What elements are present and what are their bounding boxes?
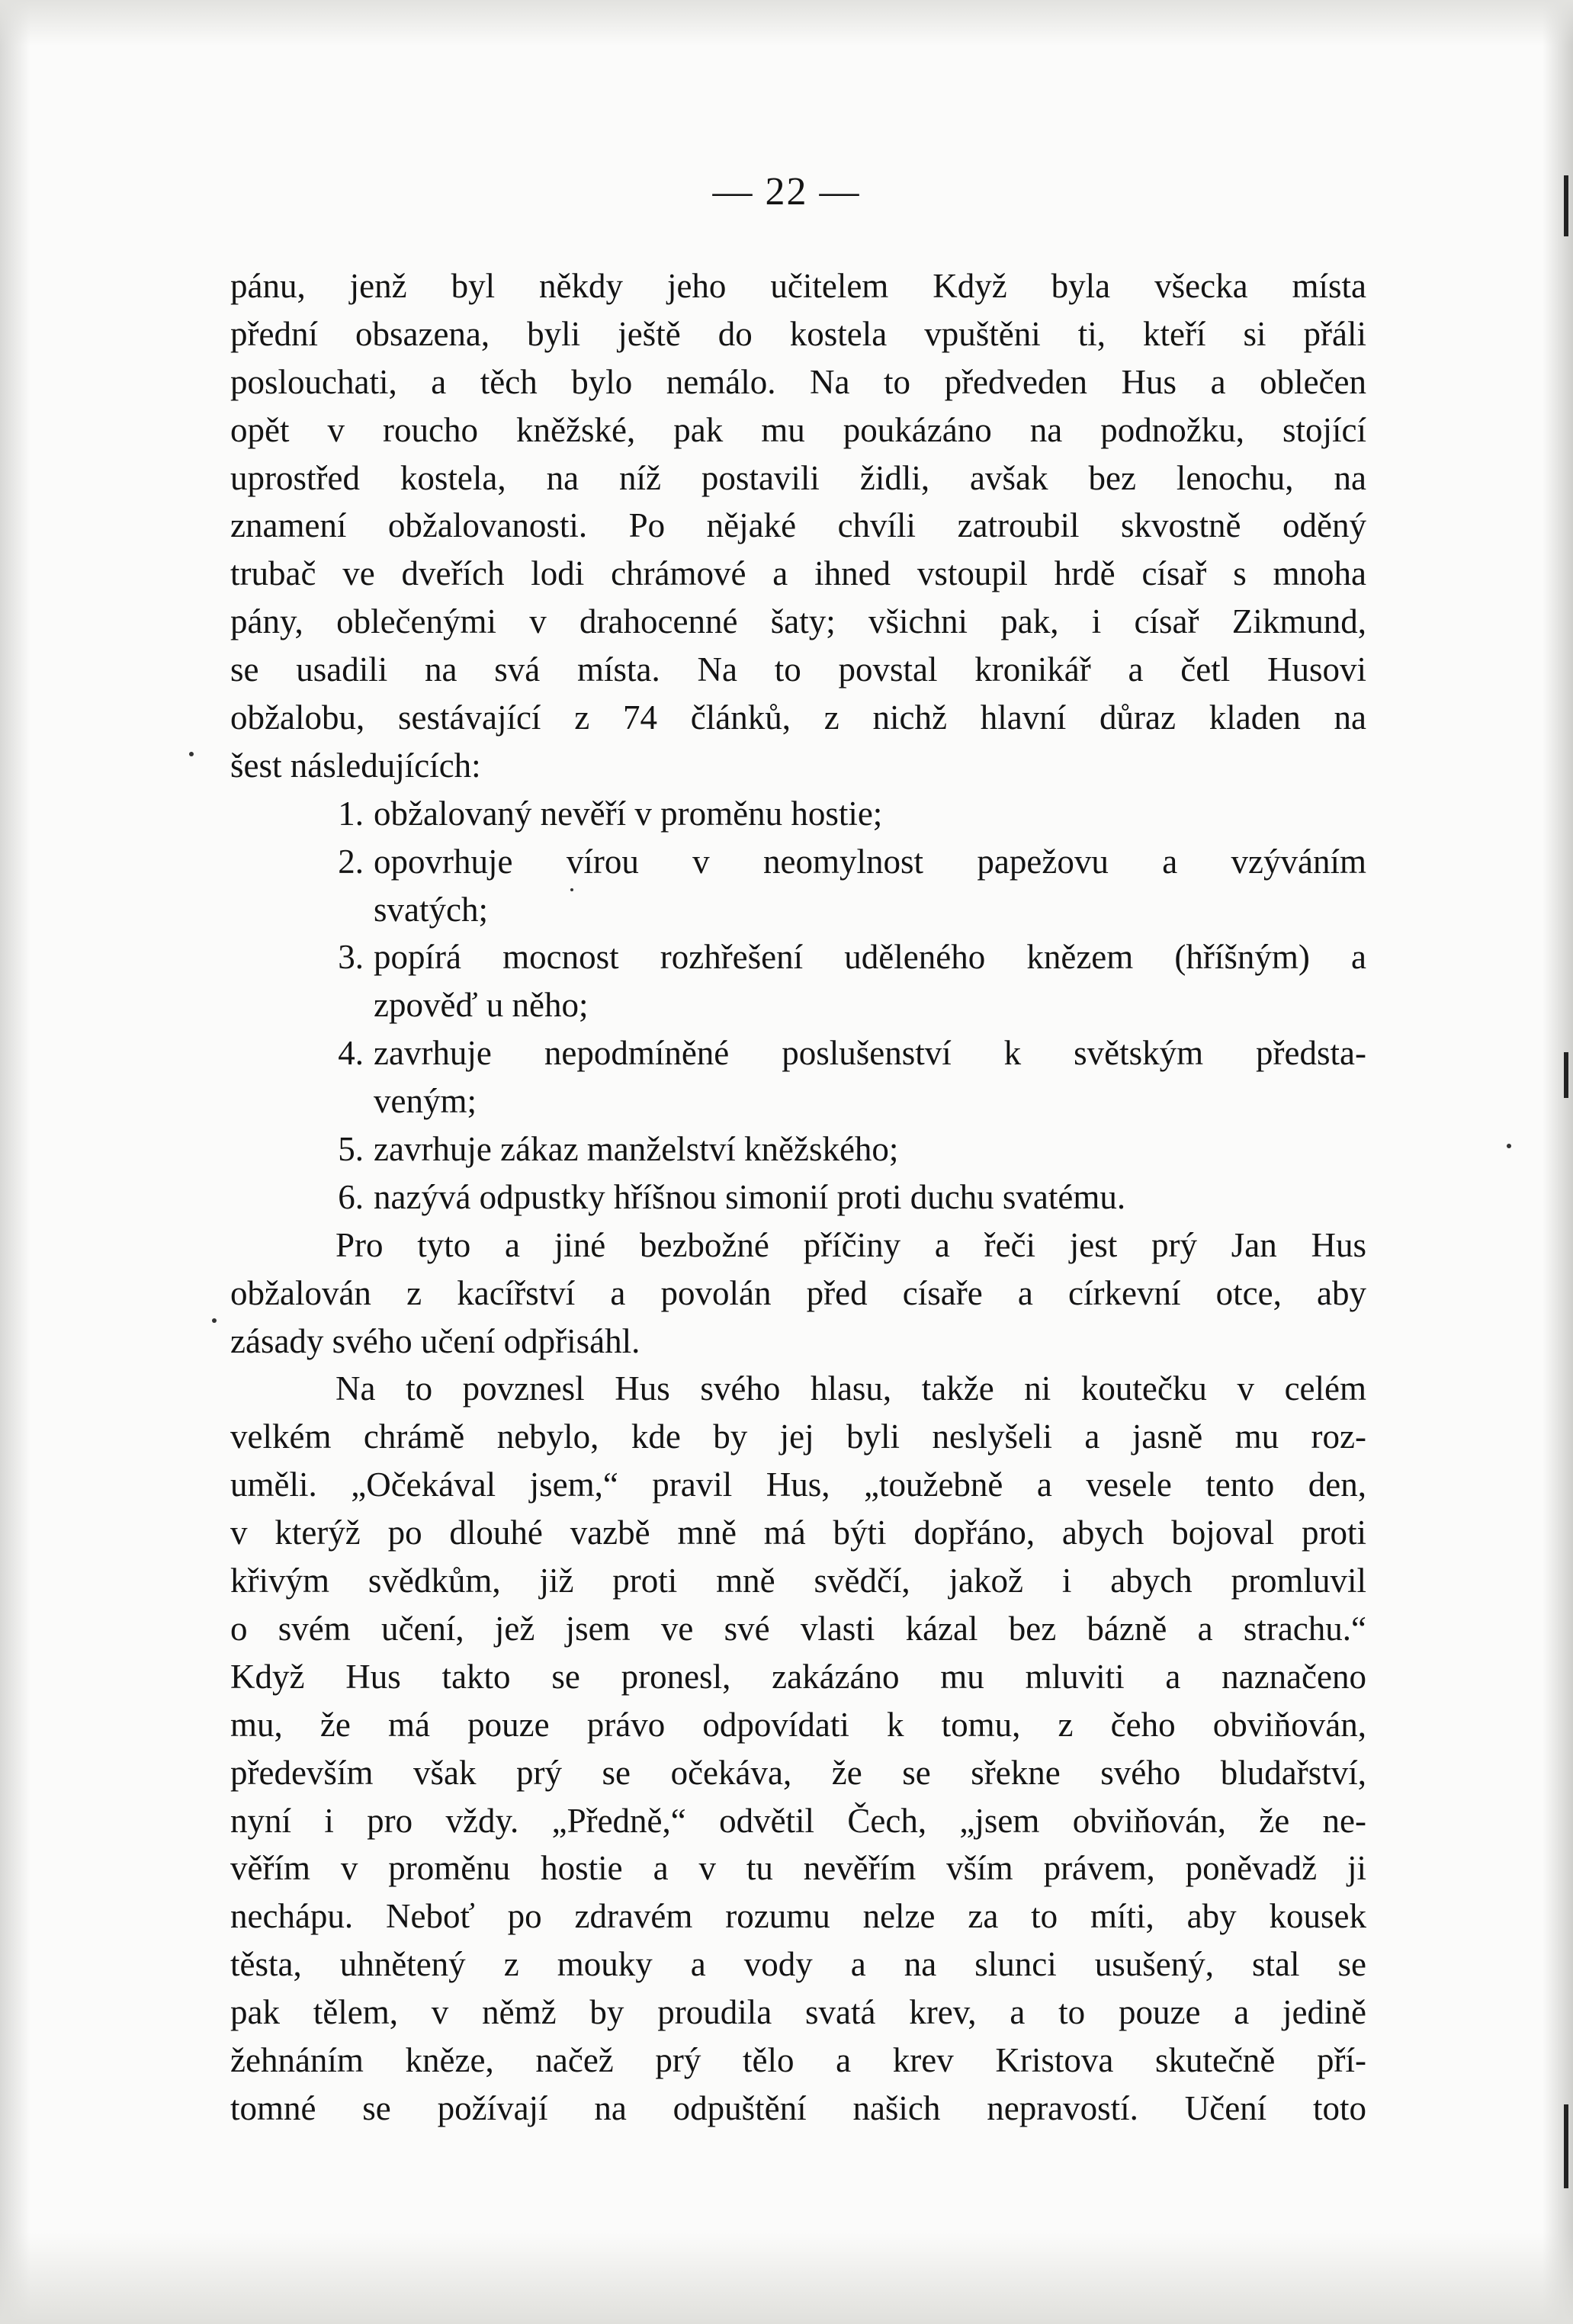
text-line: těsta, uhnětený z mouky a vody a na slunci usušený, stal se [230, 1945, 1366, 1984]
text-line: obžalován z kacířství a povolán před císaře a církevní otce, aby [230, 1273, 1366, 1312]
list-text: nazývá odpustky hříšnou simonií proti duchu svatému. [374, 1177, 1126, 1216]
ink-speck [1507, 1144, 1511, 1148]
page-edge-bottom [0, 2233, 1573, 2324]
text-line: nyní i pro vždy. „Předně,“ odvětil Čech, „jsem obviňován, že ne- [230, 1801, 1366, 1840]
list-text: zavrhuje nepodmíněné poslušenství k světským předsta- [374, 1034, 1366, 1073]
page-edge-left [0, 0, 30, 2324]
list-item [230, 838, 1366, 886]
text-line: pak tělem, v němž by proudila svatá krev, a to pouze a jedině [230, 1993, 1366, 2032]
page-number: — 22 — [712, 170, 861, 213]
text-line: přední obsazena, byli ještě do kostela vpuštěni ti, kteří si přáli [230, 314, 1366, 353]
text-line: se usadili na svá místa. Na to povstal kronikář a četl Husovi [230, 650, 1366, 689]
page-edge-right [1543, 0, 1573, 2324]
text-line: znamení obžalovanosti. Po nějaké chvíli zatroubil skvostně oděný [230, 506, 1366, 545]
text-line: uprostřed kostela, na níž postavili židli, avšak bez lenochu, na [230, 458, 1366, 497]
text-line: Pro tyto a jiné bezbožné příčiny a řeči jest prý Jan Hus [335, 1225, 1366, 1264]
list-text: popírá mocnost rozhřešení uděleného knězem (hříšným) a [374, 938, 1366, 977]
list-item [230, 1029, 1366, 1077]
list-number: 1. [338, 794, 364, 833]
list-item [230, 1173, 1366, 1221]
text-line: mu, že má pouze právo odpovídati k tomu, z čeho obviňován, [230, 1705, 1366, 1744]
list-item [230, 1125, 1366, 1173]
list-item-continuation [230, 886, 1366, 934]
list-number: 6. [338, 1177, 364, 1216]
list-number: 5. [338, 1130, 364, 1169]
text-line: poslouchati, a těch bylo nemálo. Na to předveden Hus a oblečen [230, 362, 1366, 401]
ink-speck [189, 752, 194, 756]
text-line: šest následujících: [230, 746, 481, 785]
text-line: žehnáním kněze, načež prý tělo a krev Kristova skutečně pří- [230, 2040, 1366, 2079]
page-edge-top [0, 0, 1573, 46]
text-line: pány, oblečenými v drahocenné šaty; všichni pak, i císař Zikmund, [230, 602, 1366, 641]
text-line: o svém učení, jež jsem ve své vlasti kázal bez bázně a strachu.“ [230, 1609, 1366, 1648]
list-item [230, 933, 1366, 981]
list-item-continuation [230, 1077, 1366, 1125]
text-line: zásady svého učení odpřisáhl. [230, 1321, 640, 1360]
text-line: pánu, jenž byl někdy jeho učitelem Když byla všecka místa [230, 267, 1366, 305]
text-line: především však prý se očekáva, že se sřekne svého bludařství, [230, 1753, 1366, 1792]
ink-speck [212, 1318, 217, 1323]
text-line: v kterýž po dlouhé vazbě mně má býti dopřáno, abych bojoval proti [230, 1513, 1366, 1552]
text-line: Když Hus takto se pronesl, zakázáno mu mluviti a naznačeno [230, 1657, 1366, 1696]
list-text: veným; [374, 1082, 477, 1121]
text-line: trubač ve dveřích lodi chrámové a ihned vstoupil hrdě císař s mnoha [230, 554, 1366, 593]
list-text: opovrhuje vírou v neomylnost papežovu a vzýváním [374, 842, 1366, 881]
text-line: Na to povznesl Hus svého hlasu, takže ni koutečku v celém [335, 1369, 1366, 1408]
binding-mark [1564, 1052, 1568, 1098]
text-line: nechápu. Neboť po zdravém rozumu nelze za to míti, aby kousek [230, 1897, 1366, 1936]
text-line: věřím v proměnu hostie a v tu nevěřím vším právem, poněvadž ji [230, 1849, 1366, 1888]
list-item [230, 790, 1366, 838]
body-text [230, 262, 1366, 2133]
list-number: 3. [338, 938, 364, 977]
text-line: uměli. „Očekával jsem,“ pravil Hus, „toužebně a vesele tento den, [230, 1465, 1366, 1504]
text-line: tomné se požívají na odpuštění našich nepravostí. Učení toto [230, 2088, 1366, 2127]
list-text: svatých; [374, 890, 488, 929]
list-text: zpověď u něho; [374, 986, 589, 1025]
list-text: obžalovaný nevěří v proměnu hostie; [374, 794, 883, 833]
list-item-continuation [230, 981, 1366, 1029]
list-text: zavrhuje zákaz manželství kněžského; [374, 1130, 899, 1169]
list-number: 2. [338, 842, 364, 881]
binding-mark [1564, 2104, 1568, 2188]
text-line: křivým svědkům, již proti mně svědčí, jakož i abych promluvil [230, 1562, 1366, 1600]
list-number: 4. [338, 1034, 364, 1073]
text-line: opět v roucho kněžské, pak mu poukázáno na podnožku, stojící [230, 410, 1366, 449]
text-line: obžalobu, sestávající z 74 článků, z nichž hlavní důraz kladen na [230, 698, 1366, 737]
text-line: velkém chrámě nebylo, kde by jej byli neslyšeli a jasně mu roz- [230, 1417, 1366, 1456]
